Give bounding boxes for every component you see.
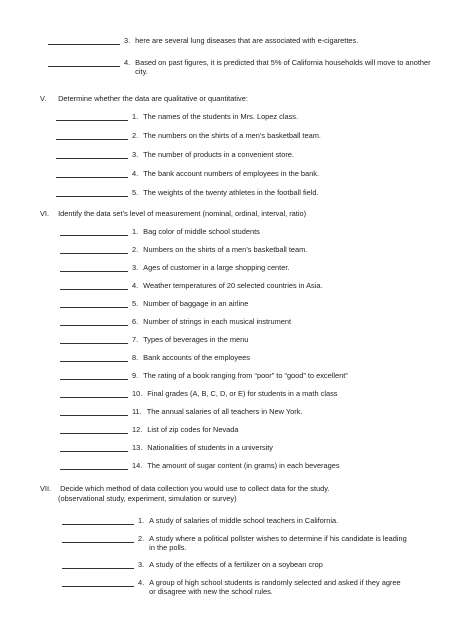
question-number: 14. [132,461,143,470]
question-number: 3. [132,263,139,272]
answer-blank[interactable] [56,150,128,159]
question-text: The numbers on the shirts of a men’s basketball team. [143,131,321,140]
question-number: 2. [132,245,139,254]
question-number: 5. [132,299,139,308]
answer-blank[interactable] [60,425,128,434]
question-row [60,443,273,452]
answer-blank[interactable] [60,443,128,452]
section-v-heading [40,94,248,103]
question-text: The weights of the twenty athletes in the football field. [143,188,319,197]
question-number: 5. [132,188,139,197]
question-text: Bank accounts of the employees [143,353,250,362]
question-number: 3. [124,36,131,45]
section-heading-text-2: (observational study, experiment, simulation or survey) [58,494,237,503]
answer-blank[interactable] [48,58,120,67]
question-text: The bank account numbers of employees in the bank. [143,169,320,178]
answer-blank[interactable] [60,317,128,326]
question-row [60,461,340,470]
section-heading-text: Decide which method of data collection you would use to collect data for the study. [60,484,330,493]
question-row [62,578,409,596]
question-text: A study of the effects of a fertilizer on a soybean crop [149,560,323,569]
question-number: 3. [138,560,145,569]
question-number: 2. [132,131,139,140]
question-number: 4. [124,58,131,67]
question-number: 4. [132,169,139,178]
question-row [56,112,298,121]
question-text: The amount of sugar content (in grams) in each beverages [147,461,340,470]
question-text: A group of high school students is randomly selected and asked if they agree or disagree with new the school rules. [149,578,401,597]
question-row [56,150,294,159]
question-text: here are several lung diseases that are associated with e-cigarettes. [135,36,359,45]
answer-blank[interactable] [60,245,128,254]
question-row [60,389,337,398]
answer-blank[interactable] [56,169,128,178]
question-number: 3. [132,150,139,159]
question-number: 11. [132,407,142,416]
answer-blank[interactable] [60,461,128,470]
question-row [60,245,307,254]
answer-blank[interactable] [60,335,128,344]
answer-blank[interactable] [56,131,128,140]
section-vii-subheading [58,494,237,503]
question-text: Number of baggage in an airline [143,299,249,308]
section-vii-heading [40,484,329,493]
answer-blank[interactable] [60,389,128,398]
question-text: The names of the students in Mrs. Lopez class. [143,112,299,121]
question-text: Ages of customer in a large shopping center. [143,263,290,272]
question-row [48,36,448,45]
question-text: Based on past figures, it is predicted that 5% of California households will move to another city. [135,58,431,77]
question-row [60,407,302,416]
question-row [60,299,248,308]
question-text: Number of strings in each musical instrument [143,317,292,326]
question-row [60,353,250,362]
question-text: The annual salaries of all teachers in New York. [146,407,303,416]
question-row [60,425,238,434]
question-number: 7. [132,335,139,344]
question-text: Nationalities of students in a university [147,443,273,452]
question-text: List of zip codes for Nevada [147,425,239,434]
question-number: 12. [132,425,143,434]
answer-blank[interactable] [62,578,134,587]
answer-blank[interactable] [62,534,134,543]
question-number: 2. [138,534,145,543]
question-number: 10. [132,389,143,398]
answer-blank[interactable] [56,112,128,121]
answer-blank[interactable] [60,281,128,290]
question-row [60,335,248,344]
question-row [60,227,260,236]
question-text: Types of beverages in the menu [143,335,249,344]
question-text: Bag color of middle school students [143,227,260,236]
question-text: A study of salaries of middle school teachers in California. [149,516,339,525]
question-number: 8. [132,353,139,362]
question-text: Weather temperatures of 20 selected countries in Asia. [143,281,323,290]
question-number: 6. [132,317,139,326]
question-text: Numbers on the shirts of a men’s basketball team. [143,245,308,254]
question-number: 1. [132,227,139,236]
question-number: 4. [138,578,145,587]
answer-blank[interactable] [62,560,134,569]
answer-blank[interactable] [60,371,128,380]
answer-blank[interactable] [48,36,120,45]
question-row [60,371,348,380]
section-label: VI. [40,209,50,218]
answer-blank[interactable] [60,407,128,416]
question-row [60,263,289,272]
question-text: The number of products in a convenient store. [143,150,294,159]
section-label: VII. [40,484,52,493]
answer-blank[interactable] [60,299,128,308]
answer-blank[interactable] [60,227,128,236]
question-row [62,516,338,525]
question-row [48,58,448,76]
question-number: 13. [132,443,143,452]
question-row [56,188,319,197]
question-row [60,281,323,290]
answer-blank[interactable] [62,516,134,525]
question-row [56,169,319,178]
section-vi-heading [40,209,306,218]
question-number: 9. [132,371,139,380]
question-row [56,131,321,140]
question-row [62,534,409,552]
question-number: 4. [132,281,139,290]
question-row [62,560,323,569]
question-text: A study where a political pollster wishes to determine if his candidate is leading in the polls. [149,534,407,553]
question-text: The rating of a book ranging from “poor” to “good” to excellent” [143,371,348,380]
section-heading-text: Identify the data set’s level of measurement (nominal, ordinal, interval, ratio) [58,209,307,218]
section-label: V. [40,94,47,103]
question-number: 1. [138,516,145,525]
answer-blank[interactable] [60,263,128,272]
question-text: Final grades (A, B, C, D, or E) for students in a math class [147,389,338,398]
answer-blank[interactable] [56,188,128,197]
question-number: 1. [132,112,139,121]
section-heading-text: Determine whether the data are qualitative or quantitative: [58,94,248,103]
answer-blank[interactable] [60,353,128,362]
question-row [60,317,291,326]
